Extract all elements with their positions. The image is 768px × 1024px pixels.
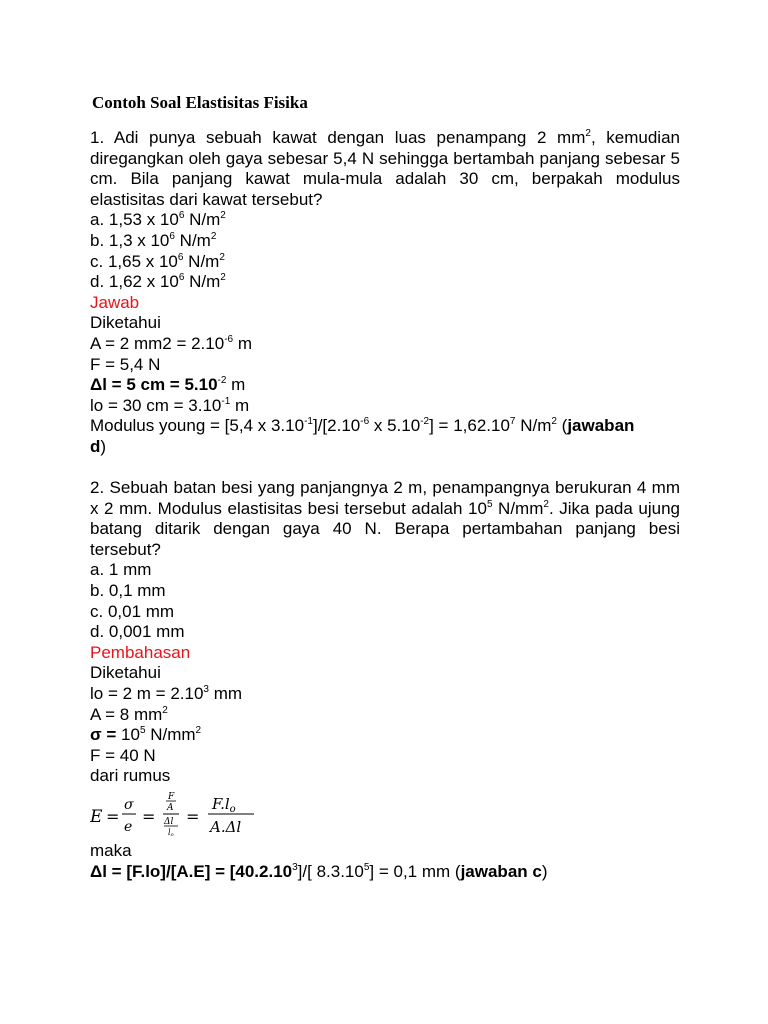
q2-formula-label: dari rumus: [90, 766, 171, 786]
q2-sigma-line: $\sigma = 10^5$ $N/mm^2$: [90, 725, 202, 745]
document-body: [90, 128, 680, 882]
formula-small-lo: lo: [168, 828, 174, 838]
q1-lo-line: lo = 30 cm = $3.10^{-1}$ m: [90, 395, 250, 415]
q1-answer-heading: Jawab: [90, 292, 140, 312]
formula-numerator: $F.l_o$: [212, 795, 236, 815]
formula-small-a: A: [167, 803, 174, 813]
q2-force-line: F = 40 N: [90, 745, 156, 765]
formula-equals-1: =: [106, 807, 120, 826]
q1-option-b: b. 1,3 x $10^6$ $N/m^2$: [90, 230, 217, 250]
formula-graphic: [90, 789, 290, 841]
formula-e-symbol: E: [90, 807, 103, 827]
page-title: Contoh Soal Elastisitas Fisika: [92, 93, 308, 112]
formula-denominator: A.Δl: [210, 818, 242, 836]
q2-option-b: b. 0,1 mm: [90, 581, 166, 601]
q1-force-line: F = 5,4 N: [90, 354, 161, 374]
q1-area-line: A = 2 $mm2 = 2.10^{-6}$ m: [90, 333, 252, 353]
question-1-text: 1. Adi punya sebuah kawat dengan luas penampang 2 $mm^2$, kemudian diregangkan oleh gaya sebesar 5,4 N sehingga bertambah panjang sebesar 5 cm. Bila panjang kawat mula-mula adalah 30 cm, berpakah modulus elastisitas dari kawat tersebut?: [90, 128, 680, 209]
formula-equals-3: =: [186, 807, 200, 826]
formula-small-f: F: [168, 792, 175, 802]
question-2-text: 2. Sebuah batan besi yang panjangnya 2 m, penampangnya berukuran 4 mm x 2 mm. Modulus elastisitas besi tersebut adalah $10^5$ $N/mm^2$. Jika pada ujung batang ditarik dengan gaya 40 N. Berapa pertambahan panjang besi tersebut?: [90, 478, 680, 559]
formula-equals-2: =: [142, 807, 156, 826]
q1-delta-line: Δl = 5 cm = $5.10^{-2}$ m: [90, 375, 246, 395]
q2-lo-line: lo = 2 $m = 2.10^3$ mm: [90, 684, 243, 704]
q2-area-line: A = 8 $mm^2$: [90, 704, 168, 724]
q1-option-d: d. 1,62 x $10^6$ $N/m^2$: [90, 272, 226, 292]
formula-sigma: σ: [124, 797, 134, 813]
q2-known-label: Diketahui: [90, 663, 161, 683]
q2-maka-label: maka: [90, 841, 132, 860]
q1-modulus-line: Modulus young = [5,4 x $3.10^{-1}]/[2.10^{-6}$ x $5.10^{-2}] = 1,62.10^7$ $N/m^2$ (jawaban d): [90, 416, 635, 456]
modulus-formula: [90, 789, 680, 841]
q2-final-answer: $\Delta l = [F.lo]/[A.E] = [40.2.10^3]/$[ $8.3.10^5] = 0,1$ mm (jawaban c): [90, 861, 548, 881]
formula-small-delta-l: Δl: [164, 817, 174, 827]
q1-known-label: Diketahui: [90, 313, 161, 333]
q2-option-c: c. 0,01 mm: [90, 601, 175, 621]
formula-e-lower: e: [124, 819, 133, 835]
q2-answer-heading: Pembahasan: [90, 642, 191, 662]
spacer: [90, 458, 680, 479]
q1-option-c: c. 1,65 x $10^6$ $N/m^2$: [90, 251, 225, 271]
q2-option-d: d. 0,001 mm: [90, 622, 185, 642]
q2-option-a: a. 1 mm: [90, 560, 152, 580]
q1-option-a: a. 1,53 x $10^6$ $N/m^2$: [90, 210, 226, 230]
